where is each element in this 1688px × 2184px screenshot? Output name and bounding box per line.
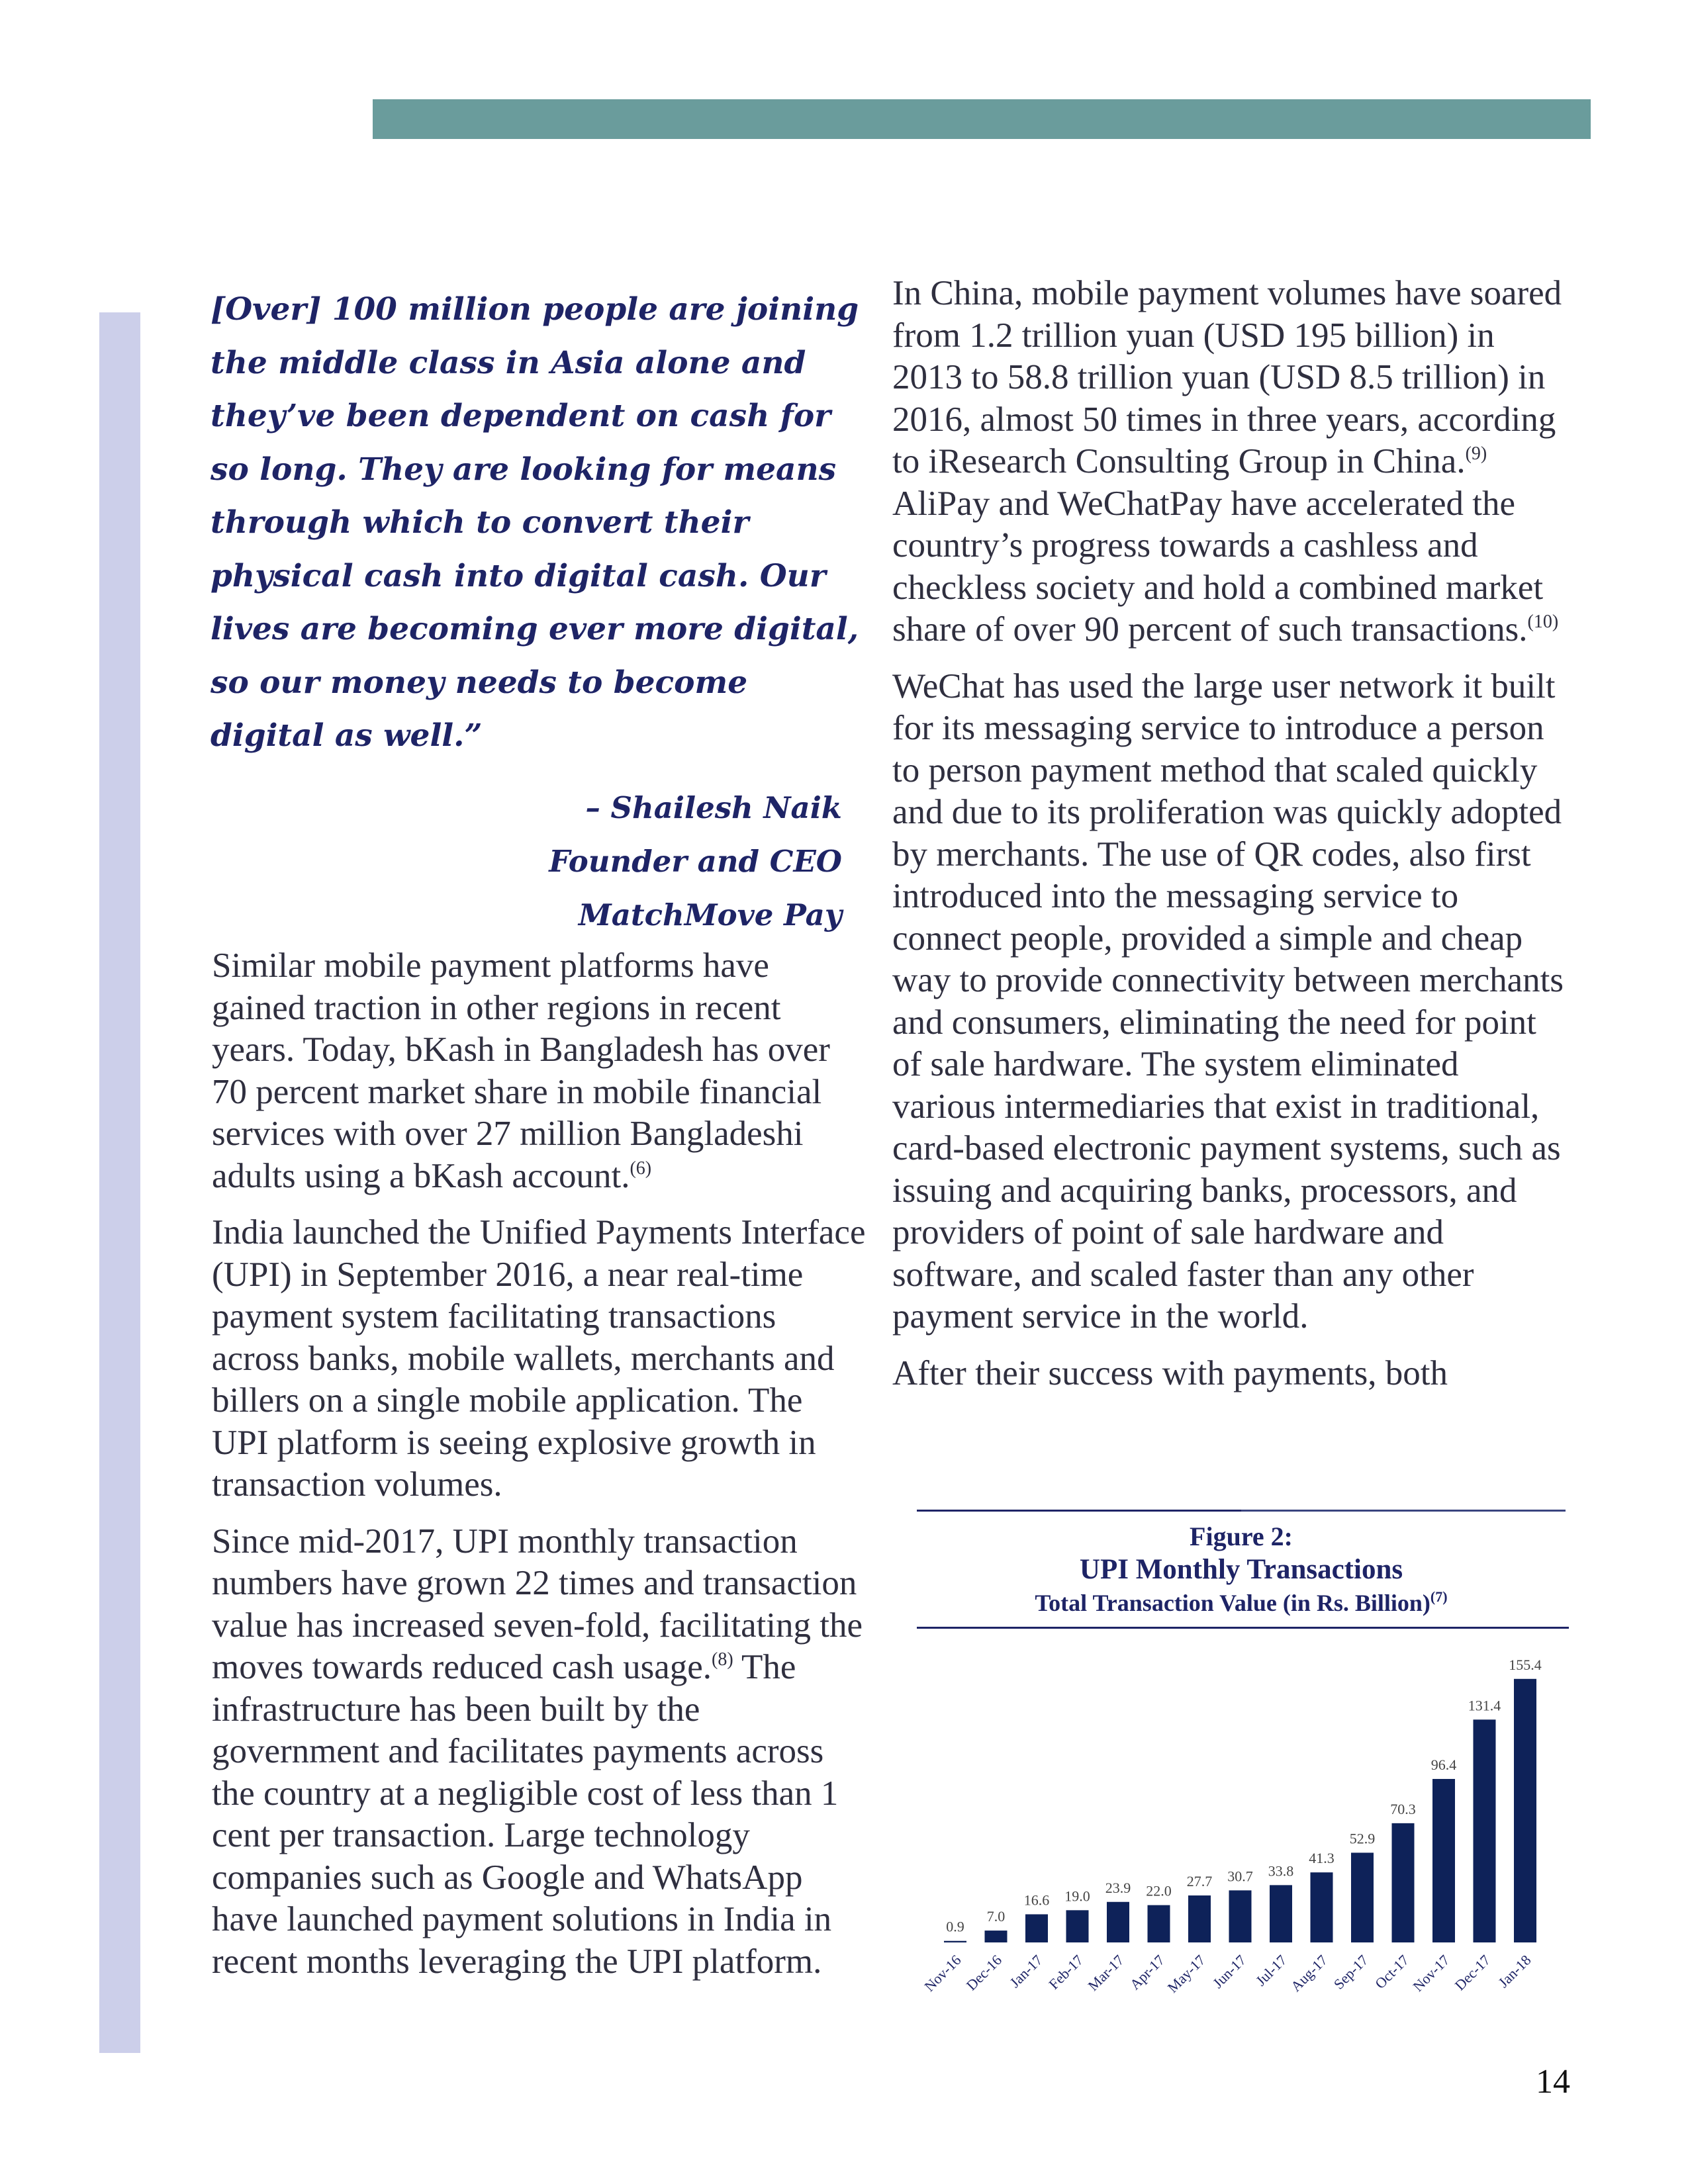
paragraph-upi-launch: India launched the Unified Payments Interface (UPI) in September 2016, a near real-time payment system facilitating transactions across banks, mobile wallets, merchants and billers on a single mobile application. The UPI platform is seeing explosive growth in transaction volumes. xyxy=(212,1213,866,1504)
bar-nov-16 xyxy=(944,1941,966,1942)
data-label: 70.3 xyxy=(1390,1800,1416,1817)
figure-caption xyxy=(917,1521,1566,1619)
pull-quote xyxy=(211,283,859,763)
x-tick-label: Nov-17 xyxy=(1409,1951,1453,1995)
x-tick-label: Jun-17 xyxy=(1209,1951,1250,1991)
page-number: 14 xyxy=(1536,2063,1570,2101)
left-column xyxy=(212,945,867,1997)
quote-attribution xyxy=(463,781,842,942)
paragraph-china: In China, mobile payment volumes have soared from 1.2 trillion yuan (USD 195 billion) in 2013 to 58.8 trillion yuan (USD 8.5 trillion) in 2016, almost 50 times in three years, according to iResearch Consulting Group in China.$^{(9)}$ AliPay and WeChatPay have accelerated the country’s progress towards a cashless and checkless society and hold a combined market share of over 90 percent of such transactions.$^{(10)}$ xyxy=(892,274,1562,649)
data-label: 23.9 xyxy=(1105,1879,1131,1896)
x-tick-label: Jan-17 xyxy=(1006,1951,1046,1991)
data-label: 16.6 xyxy=(1023,1891,1050,1909)
upi-bar-chart xyxy=(917,1638,1566,2035)
quote-author: – Shailesh Naik xyxy=(585,790,842,825)
sidebar-accent xyxy=(99,312,140,2053)
x-tick-label: Aug-17 xyxy=(1287,1951,1331,1995)
figure-label: Figure 2: xyxy=(1190,1522,1293,1551)
data-label: 7.0 xyxy=(986,1908,1006,1925)
data-label: 19.0 xyxy=(1064,1888,1090,1905)
bar-feb-17 xyxy=(1066,1910,1089,1942)
data-label: 41.3 xyxy=(1309,1850,1335,1867)
data-label: 96.4 xyxy=(1430,1756,1457,1773)
bar-sep-17 xyxy=(1351,1852,1374,1942)
footnote-ref: (9) xyxy=(1465,443,1487,464)
header-band xyxy=(373,99,1591,139)
figure-top-rule-left xyxy=(917,1510,1241,1512)
x-tick-label: Jul-17 xyxy=(1252,1951,1290,1989)
x-tick-label: Mar-17 xyxy=(1084,1951,1127,1994)
bar-jan-17 xyxy=(1025,1914,1048,1942)
paragraph-after-success: After their success with payments, both xyxy=(892,1353,1448,1392)
bar-mar-17 xyxy=(1107,1902,1129,1942)
right-column xyxy=(892,273,1568,1409)
bar-dec-16 xyxy=(985,1931,1008,1942)
data-label: 33.8 xyxy=(1268,1862,1294,1880)
figure-bottom-rule xyxy=(917,1627,1569,1629)
data-label: 22.0 xyxy=(1146,1882,1172,1899)
x-tick-label: Nov-16 xyxy=(921,1951,964,1995)
bar-aug-17 xyxy=(1311,1872,1333,1942)
x-tick-label: Feb-17 xyxy=(1045,1951,1087,1993)
x-tick-label: Apr-17 xyxy=(1126,1951,1168,1993)
quote-company: MatchMove Pay xyxy=(578,897,842,933)
x-tick-label: Dec-17 xyxy=(1451,1951,1494,1994)
footnote-ref: (10) xyxy=(1527,612,1559,632)
data-label: 52.9 xyxy=(1349,1830,1376,1847)
data-label: 155.4 xyxy=(1509,1656,1542,1673)
data-label: 27.7 xyxy=(1186,1873,1213,1890)
quote-text: [Over] 100 million people are joining the middle class in Asia alone and they’ve been dependent on cash for so long. They are looking for means through which to convert their physical cash into digital cash. Our lives are becoming ever more digital, so our money needs to become digital as well.” xyxy=(211,291,859,754)
bar-jan-18 xyxy=(1514,1679,1536,1942)
bar-may-17 xyxy=(1188,1895,1211,1942)
figure-title: UPI Monthly Transactions xyxy=(1079,1554,1403,1585)
paragraph-bkash: Similar mobile payment platforms have gained traction in other regions in recent years. Today, bKash in Bangladesh has over 70 percent market share in mobile financial services with over 27 million Bangladeshi adults using a bKash account.$^{(6)}$ xyxy=(212,946,830,1195)
footnote-ref: (6) xyxy=(630,1158,652,1179)
figure-subtitle: Total Transaction Value (in Rs. Billion)$^{(7)}$ xyxy=(1035,1588,1448,1616)
data-label: 131.4 xyxy=(1468,1697,1501,1714)
bar-apr-17 xyxy=(1148,1905,1170,1942)
x-tick-label: Oct-17 xyxy=(1372,1951,1413,1992)
footnote-ref: (8) xyxy=(712,1649,733,1670)
x-tick-label: Sep-17 xyxy=(1330,1951,1372,1993)
x-tick-label: May-17 xyxy=(1164,1951,1209,1996)
figure-top-rule-right xyxy=(1241,1510,1566,1512)
paragraph-upi-growth: Since mid-2017, UPI monthly transaction numbers have grown 22 times and transaction value has increased seven-fold, facilitating the moves towards reduced cash usage.$^{(8)}$ The infrastructure has been built by the government and facilitates payments across the country at a negligible cost of less than 1 cent per transaction. Large technology companies such as Google and WhatsApp have launched payment solutions in India in recent months leveraging the UPI platform. xyxy=(212,1522,863,1981)
quote-role: Founder and CEO xyxy=(549,844,842,879)
bar-nov-17 xyxy=(1432,1779,1455,1942)
paragraph-wechat: WeChat has used the large user network it built for its messaging service to introduce a person to person payment method that scaled quickly and due to its proliferation was quickly adopted by merchants. The use of QR codes, also first introduced into the messaging service to connect people, provided a simple and cheap way to provide connectivity between merchants and consumers, eliminating the need for point of sale hardware. The system eliminated various intermediaries that exist in traditional, card-based electronic payment systems, such as issuing and acquiring banks, processors, and providers of point of sale hardware and software, and scaled faster than any other payment service in the world. xyxy=(892,666,1564,1336)
bar-jun-17 xyxy=(1229,1890,1252,1942)
bar-dec-17 xyxy=(1474,1719,1496,1942)
x-tick-label: Jan-18 xyxy=(1495,1951,1534,1991)
bar-oct-17 xyxy=(1392,1823,1415,1942)
data-label: 0.9 xyxy=(946,1918,964,1935)
bar-jul-17 xyxy=(1270,1885,1292,1942)
data-label: 30.7 xyxy=(1227,1868,1253,1885)
x-tick-label: Dec-16 xyxy=(962,1951,1006,1994)
